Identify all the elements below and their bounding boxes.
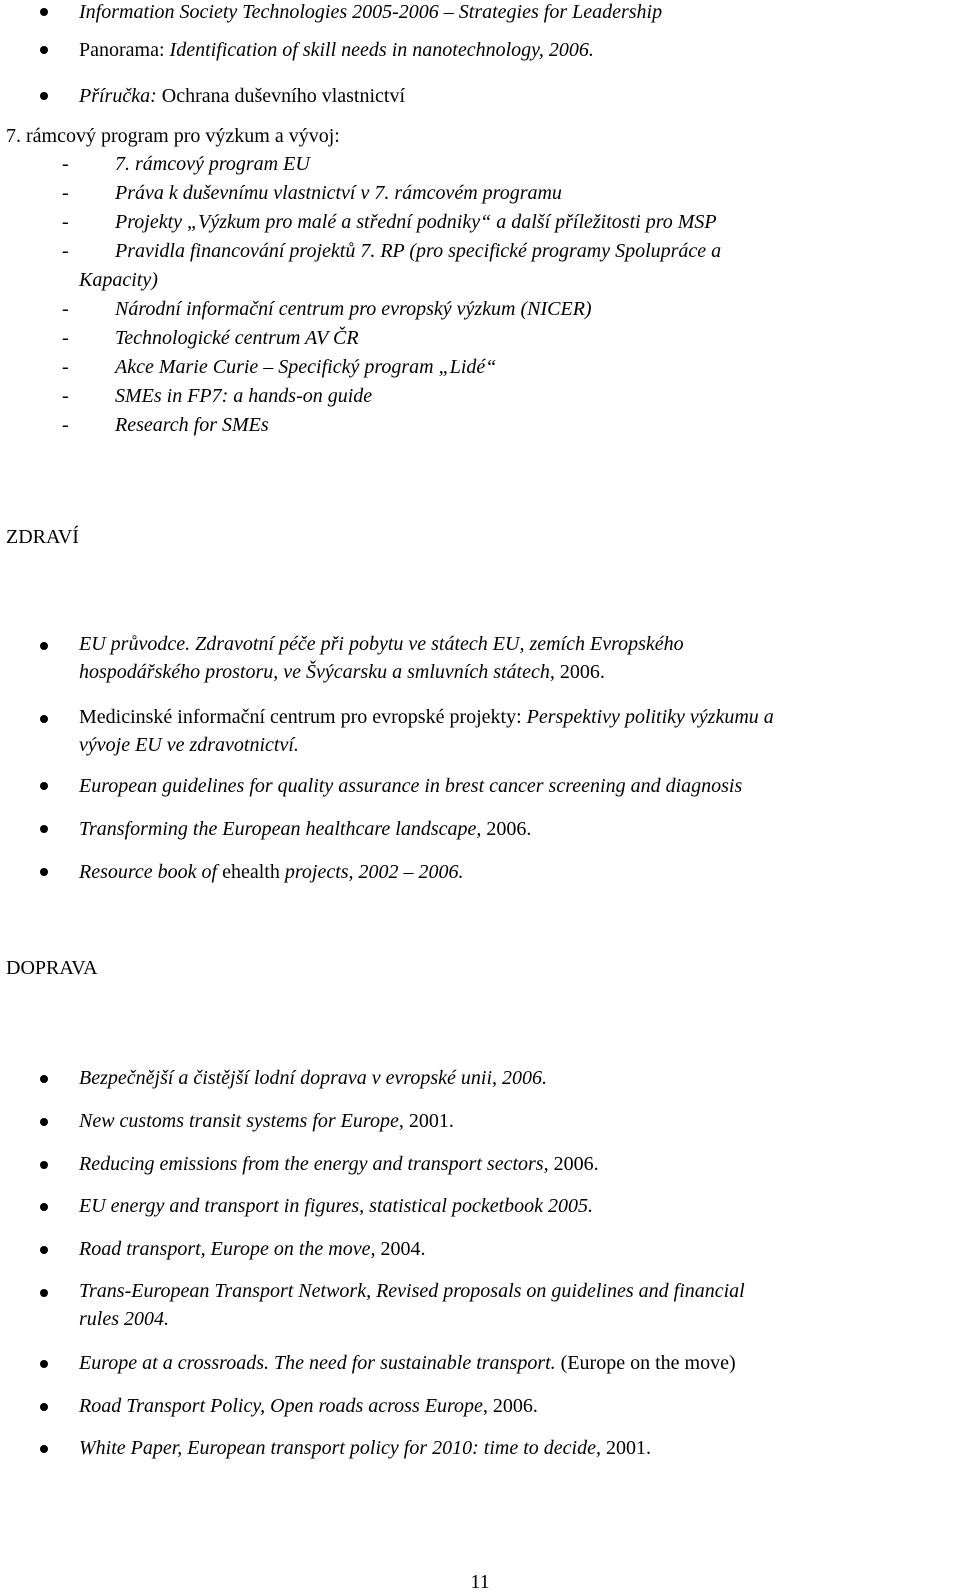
list-item: White Paper, European transport policy for 2010: time to decide, 2001. (79, 1437, 651, 1459)
fp7-item-continued: Kapacity) (79, 269, 158, 291)
bullet-icon (40, 46, 48, 54)
bullet-icon (40, 92, 48, 100)
dash-marker: - (62, 298, 69, 320)
list-item: New customs transit systems for Europe, 2001. (79, 1110, 454, 1132)
dash-marker: - (62, 327, 69, 349)
list-item: European guidelines for quality assurance in brest cancer screening and diagnosis (79, 775, 743, 797)
fp7-item: Práva k duševnímu vlastnictví v 7. rámcovém programu (115, 182, 562, 204)
list-item: Europe at a crossroads. The need for sustainable transport. (Europe on the move) (79, 1352, 736, 1374)
section-heading-fp7: 7. rámcový program pro výzkum a vývoj: (6, 125, 340, 147)
bullet-icon (40, 1445, 48, 1453)
bullet-icon (40, 1403, 48, 1411)
page-number: 11 (470, 1571, 490, 1593)
section-heading-zdravi: ZDRAVÍ (6, 526, 79, 548)
fp7-item: SMEs in FP7: a hands-on guide (115, 385, 373, 407)
list-item: EU energy and transport in figures, statistical pocketbook 2005. (79, 1195, 594, 1217)
list-item: Information Society Technologies 2005-2006 – Strategies for Leadership (79, 1, 663, 23)
list-item: Medicinské informační centrum pro evropské projekty: Perspektivy politiky výzkumu a (79, 706, 774, 728)
fp7-item: Akce Marie Curie – Specifický program „Lidé“ (115, 356, 497, 378)
bullet-icon (40, 782, 48, 790)
list-item: Transforming the European healthcare landscape, 2006. (79, 818, 532, 840)
bullet-icon (40, 1075, 48, 1083)
bullet-icon (40, 715, 48, 723)
list-item: Reducing emissions from the energy and transport sectors, 2006. (79, 1153, 599, 1175)
fp7-item: 7. rámcový program EU (115, 153, 310, 175)
bullet-icon (40, 825, 48, 833)
fp7-item: Národní informační centrum pro evropský výzkum (NICER) (115, 298, 592, 320)
dash-marker: - (62, 385, 69, 407)
list-item: Bezpečnější a čistější lodní doprava v evropské unii, 2006. (79, 1067, 548, 1089)
list-item: Panorama: Identification of skill needs in nanotechnology, 2006. (79, 39, 594, 61)
dash-marker: - (62, 356, 69, 378)
list-item: Road Transport Policy, Open roads across Europe, 2006. (79, 1395, 538, 1417)
dash-marker: - (62, 414, 69, 436)
list-item-continued: rules 2004. (79, 1308, 169, 1330)
list-item: Resource book of ehealth projects, 2002 – 2006. (79, 861, 464, 883)
bullet-icon (40, 1360, 48, 1368)
bullet-icon (40, 642, 48, 650)
fp7-item: Technologické centrum AV ČR (115, 327, 359, 349)
list-item-continued: hospodářského prostoru, ve Švýcarsku a smluvních státech, 2006. (79, 661, 605, 683)
bullet-icon (40, 8, 48, 16)
bullet-icon (40, 1203, 48, 1211)
fp7-item: Research for SMEs (115, 414, 269, 436)
dash-marker: - (62, 211, 69, 233)
section-heading-doprava: DOPRAVA (6, 957, 98, 979)
fp7-item: Pravidla financování projektů 7. RP (pro specifické programy Spolupráce a (115, 240, 722, 262)
list-item: Příručka: Ochrana duševního vlastnictví (79, 85, 406, 107)
bullet-icon (40, 1246, 48, 1254)
dash-marker: - (62, 240, 69, 262)
list-item: Road transport, Europe on the move, 2004. (79, 1238, 426, 1260)
bullet-icon (40, 868, 48, 876)
list-item: EU průvodce. Zdravotní péče při pobytu ve státech EU, zemích Evropského (79, 633, 684, 655)
dash-marker: - (62, 153, 69, 175)
list-item: Trans-European Transport Network, Revised proposals on guidelines and financial (79, 1280, 745, 1302)
fp7-item: Projekty „Výzkum pro malé a střední podniky“ a další příležitosti pro MSP (115, 211, 717, 233)
list-item-continued: vývoje EU ve zdravotnictví. (79, 734, 299, 756)
bullet-icon (40, 1161, 48, 1169)
dash-marker: - (62, 182, 69, 204)
bullet-icon (40, 1118, 48, 1126)
bullet-icon (40, 1289, 48, 1297)
